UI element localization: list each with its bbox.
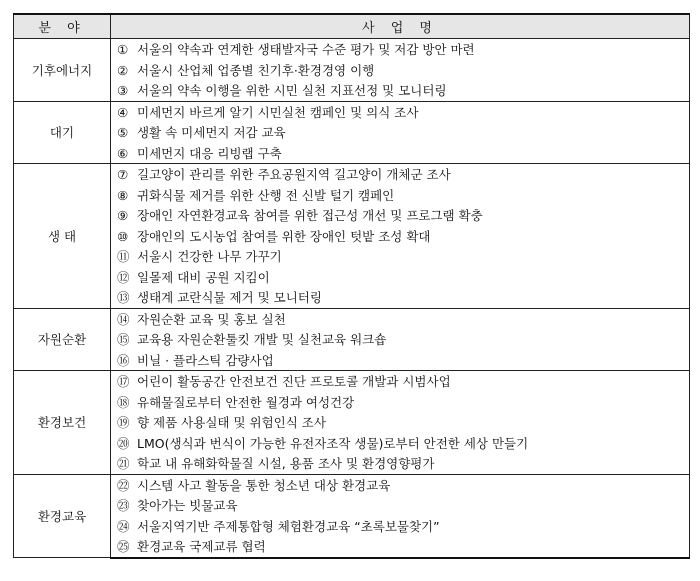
project-column-header: 사 업 명 [111,14,690,39]
project-table [13,13,690,559]
project-cell [111,101,690,122]
project-cell [111,453,690,474]
project-name: 환경교육 국제교류 협력 [137,539,266,555]
project-name: 유해물질로부터 안전한 월경과 여성건강 [137,394,355,410]
table-row [14,205,690,226]
table-row [14,101,690,122]
table-row [14,287,690,308]
project-cell [111,516,690,537]
table-row [14,122,690,143]
table-row [14,433,690,454]
project-cell [111,39,690,60]
project-name: 비닐 · 플라스틱 감량사업 [137,352,274,368]
table-row [14,185,690,206]
project-cell [111,371,690,392]
project-name: 서울의 약속 이행을 위한 시민 실천 지표선정 및 모니터링 [137,83,447,99]
project-cell [111,350,690,371]
item-number: ⑨ [117,208,129,224]
project-cell [111,308,690,329]
table-row [14,39,690,60]
table-row [14,308,690,329]
project-cell [111,267,690,288]
item-number: ⑳ [117,435,130,451]
project-cell [111,185,690,206]
category-cell: 자원순환 [14,308,111,371]
table-row [14,495,690,516]
category-cell: 대기 [14,101,111,164]
table-row [14,226,690,247]
table-row [14,143,690,164]
category-cell: 기후에너지 [14,39,111,102]
project-name: 서울의 약속과 연계한 생태발자국 수준 평가 및 저감 방안 마련 [137,42,475,58]
project-name: 서울시 건강한 나무 가꾸기 [137,249,282,265]
category-column-header: 분 야 [14,14,111,39]
project-name: 장애인의 도시농업 참여를 위한 장애인 텃밭 조성 확대 [137,228,431,244]
project-name: 길고양이 관리를 위한 주요공원지역 길고양이 개체군 조사 [137,167,451,183]
project-cell [111,226,690,247]
project-name: 어린이 활동공간 안전보건 진단 프로토콜 개발과 시범사업 [137,374,451,390]
project-name: 귀화식물 제거를 위한 산행 전 신발 털기 캠페인 [137,187,395,203]
project-cell [111,495,690,516]
item-number: ④ [117,104,129,120]
document-page [13,13,690,559]
item-number: ③ [117,83,129,99]
project-name: 향 제품 사용실태 및 위험인식 조사 [137,415,326,431]
project-cell [111,474,690,495]
table-body [14,39,690,558]
project-cell [111,60,690,81]
item-number: ㉒ [117,477,130,493]
table-row [14,412,690,433]
table-row [14,329,690,350]
item-number: ⑭ [117,311,130,327]
item-number: ⑯ [117,352,130,368]
category-cell: 환경보건 [14,371,111,475]
table-row [14,350,690,371]
item-number: ㉔ [117,518,130,534]
project-cell [111,329,690,350]
item-number: ⑬ [117,290,130,306]
table-row [14,371,690,392]
project-name: 생태계 교란식물 제거 및 모니터링 [137,290,322,306]
project-cell [111,536,690,558]
item-number: ⑰ [117,374,130,390]
table-row [14,516,690,537]
item-number: ⑦ [117,167,129,183]
table-row [14,474,690,495]
project-cell [111,433,690,454]
project-name: 시스템 사고 활동을 통한 청소년 대상 환경교육 [137,477,391,493]
item-number: ⑫ [117,269,130,285]
item-number: ⑲ [117,415,130,431]
project-name: LMO(생식과 번식이 가능한 유전자조작 생물)로부터 안전한 세상 만들기 [137,435,529,451]
category-cell: 생 태 [14,164,111,309]
project-name: 일몰제 대비 공원 지킴이 [137,269,270,285]
project-cell [111,205,690,226]
table-row [14,246,690,267]
table-row [14,267,690,288]
project-name: 교육용 자원순환툴킷 개발 및 실천교육 워크숍 [137,332,387,348]
table-row [14,80,690,101]
item-number: ⑥ [117,145,129,161]
item-number: ⑧ [117,187,129,203]
project-cell [111,80,690,101]
table-header-row [14,14,690,39]
item-number: ⑪ [117,249,130,265]
item-number: ⑮ [117,332,130,348]
project-name: 찾아가는 빗물교육 [137,498,238,514]
project-cell [111,412,690,433]
project-name: 미세먼지 대응 리빙랩 구축 [137,145,282,161]
item-number: ⑤ [117,125,129,141]
project-name: 생활 속 미세먼지 저감 교육 [137,125,286,141]
item-number: ㉑ [117,456,130,472]
table-row [14,392,690,413]
project-name: 장애인 자연환경교육 참여를 위한 접근성 개선 및 프로그램 확충 [137,208,483,224]
category-cell: 환경교육 [14,474,111,558]
project-cell [111,164,690,185]
project-name: 미세먼지 바르게 알기 시민실천 캠페인 및 의식 조사 [137,104,419,120]
project-cell [111,287,690,308]
item-number: ㉓ [117,498,130,514]
table-row [14,60,690,81]
item-number: ㉕ [117,539,130,555]
item-number: ② [117,62,129,78]
item-number: ① [117,42,129,58]
project-name: 학교 내 유해화학물질 시설, 용품 조사 및 환경영향평가 [137,456,435,472]
table-row [14,164,690,185]
project-name: 서울지역기반 주제통합형 체험환경교육 “초록보물찾기” [137,518,440,534]
project-cell [111,122,690,143]
project-cell [111,246,690,267]
project-cell [111,392,690,413]
project-name: 서울시 산업체 업종별 친기후·환경경영 이행 [137,62,375,78]
item-number: ⑱ [117,394,130,410]
table-row [14,453,690,474]
table-row [14,536,690,558]
item-number: ⑩ [117,228,129,244]
project-cell [111,143,690,164]
project-name: 자원순환 교육 및 홍보 실천 [137,311,286,327]
